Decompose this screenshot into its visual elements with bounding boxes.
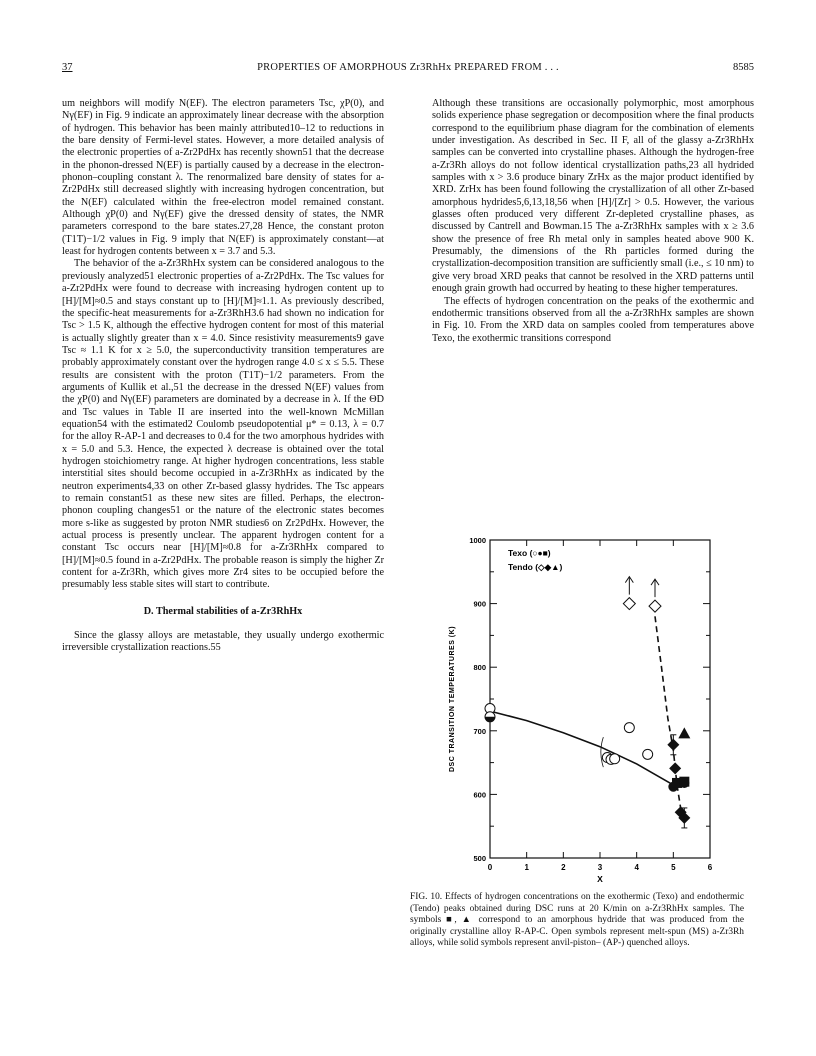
data-point-open-diamond <box>623 598 635 610</box>
x-tick-label: 0 <box>487 863 493 872</box>
y-tick-label: 1000 <box>469 536 486 545</box>
y-tick-label: 500 <box>473 854 486 863</box>
paragraph: Although these transitions are occasionally polymorphic, most amorphous solids experience phase segregation or decomposition where the final products correspond to the equilibrium phase diagram for the combination of elements under investigation. As described in Sec. II F, all of the glassy a-Zr3RhHx samples can be converted into crystalline phases. Although the hydrogen-free a-Zr3Rh alloys do not follow identical crystallization paths,23 all hydrided samples with x > 3.6 produce binary ZrHx as the major product identified by XRD. ZrHx has been found following the crystallization of all other Zr-based amorphous hydrides5,6,13,18,56 when [H]/[Zr] > 0.5. However, the various glasses often produced very different Zr-depleted crystalline phases, as discussed by Cantrell and Bowman.15 The a-Zr3RhHx samples with x ≥ 3.6 show the presence of free Rh metal only in samples heated above 900 K. Presumably, the dimensions of the Rh particles formed during the crystallization-decomposition transition are sufficiently small (i.e., ≤ 10 nm) to give very broad XRD peaks that cannot be resolved in the XRD patterns until enough grain growth had occurred by heating to these higher temperatures. <box>432 98 754 295</box>
volume-number: 37 <box>62 62 73 73</box>
y-tick-label: 600 <box>473 790 486 800</box>
data-point-open-diamond <box>649 600 661 612</box>
figure-10 <box>440 528 740 888</box>
data-point-open-circle <box>610 754 620 764</box>
figure-caption: FIG. 10. Effects of hydrogen concentrations on the exothermic (Texo) and endothermic (Tendo) peaks obtained during DSC runs at 20 K/min on a-Zr3RhHx samples. The symbols ■, ▲ correspond to an amorphous hydride that was produced from the originally crystalline alloy R-AP-C. Open symbols represent melt-spun (MS) a-Zr3Rh alloys, while solid symbols represent anvil-piston– (AP-) quenched alloys. <box>410 892 744 949</box>
x-tick-label: 4 <box>634 863 639 872</box>
legend-entry: Tendo (◇◆▲) <box>508 562 563 572</box>
running-title: PROPERTIES OF AMORPHOUS Zr3RhHx PREPARED FROM . . . <box>257 62 559 73</box>
x-tick-label: 1 <box>524 863 529 872</box>
y-axis-label: DSC TRANSITION TEMPERATURES (K) <box>449 625 456 773</box>
y-tick-label: 800 <box>473 663 486 673</box>
y-tick-label: 900 <box>473 599 486 609</box>
x-axis-label: X <box>597 874 603 884</box>
data-point-filled-square <box>679 777 689 787</box>
paragraph: Since the glassy alloys are metastable, they usually undergo exothermic irreversible crystallization reactions.55 <box>62 630 384 654</box>
x-tick-label: 5 <box>671 863 676 872</box>
section-heading: D. Thermal stabilities of a-Zr3RhHx <box>143 605 303 617</box>
data-point-open-circle <box>643 749 653 759</box>
y-tick-label: 700 <box>473 726 486 736</box>
right-column <box>432 98 754 503</box>
paragraph: um neighbors will modify N(EF). The electron parameters Tsc, χP(0), and Nγ(EF) in Fig. 9 indicate an approximately linear decrease with the absorption of hydrogen. This behavior has been mainly attributed10–12 to reductions in the bare density of Fermi-level states. However, a more detailed analysis of the electronic properties of a-Zr2PdHx has recently shown51 that the decrease in the phonon-dressed N(EF) is partially caused by a decrease in the electron-phonon–coupling constant λ. The renormalized bare density of states for a-Zr2PdHx still decreased slightly with increasing hydrogen concentration, but the N(EF) calculated within the free-electron model remained constant. Although χP(0) and Nγ(EF) give the dressed density of states, the NMR parameters correspond to the bare states.27,28 Hence, the constant proton (T1T)−1/2 values in Fig. 9 imply that N(EF) is approximately constant—at least for hydrogen contents between x = 3.7 and 5.3. <box>62 98 384 258</box>
legend-entry: Texo (○●■) <box>508 548 551 558</box>
x-tick-label: 3 <box>597 863 603 872</box>
trend-curve <box>490 711 673 785</box>
data-point-half-fill <box>485 717 495 722</box>
dsc-chart <box>440 528 740 888</box>
data-point-filled-diamond <box>669 762 681 774</box>
paragraph: The effects of hydrogen concentration on the peaks of the exothermic and endothermic transitions observed from all the a-Zr3RhHx samples are shown in Fig. 10. From the XRD data on samples cooled from temperatures above Texo, the exothermic transitions correspond <box>432 295 754 344</box>
x-tick-label: 6 <box>707 863 713 872</box>
page-header <box>62 62 754 78</box>
page-number: 8585 <box>733 62 754 73</box>
x-tick-label: 2 <box>561 863 566 872</box>
data-point-filled-triangle <box>678 727 690 738</box>
bracket <box>601 737 604 767</box>
left-column <box>62 98 384 655</box>
paragraph: The behavior of the a-Zr3RhHx system can be considered analogous to the previously analyzed51 electronic properties of a-Zr2PdHx. The Tsc values for a-Zr2PdHx were found to decrease with increasing hydrogen content up to [H]/[M]≈0.5 and stays constant up to [H]/[M]≈1.1. As previously described, the specific-heat measurements for a-Zr3RhH3.6 had shown no indication for Tsc > 1.5 K, although the effective hydrogen content for most of this material is actually slightly greater than x = 4.0. Since resistivity measurements9 gave Tsc ≈ 1.1 K for x ≥ 5.0, the superconductivity transition temperatures are probably approximately constant over the hydrogen range 4.0 ≤ x ≤ 5.5. These results are consistent with the proton (T1T)−1/2 parameters. From the arguments of Kullik et al.,51 the decrease in the dressed N(EF) values from the χP(0) and Nγ(EF) parameters are dominated by a decrease in λ. If the ΘD and Tsc values in Table II are inserted into the well-known McMillan equation54 with the estimated2 Coulomb pseudopotential μ* = 0.13, λ = 0.7 for the alloy R-AP-1 and decreases to 0.4 for the two amorphous hydrides with x = 5.0 and 5.3. Hence, the expected λ decrease is obtained over the total hydrogen stoichiometry range. At higher hydrogen concentrations, less stable interstitial sites should become occupied in a-Zr3RhHx as indicated by the neutron experiments4,33 on other Zr-based glassy hydrides. The Tsc appears to remain constant51 as these new sites are filled. Perhaps, the electron-phonon coupling changes51 or the nature of the electronic states becomes more s-like as suggested by proton NMR studies6 on Zr2PdHx. However, the actual process is presently unclear. The apparent hydrogen content for a constant Tsc occurs near [H]/[M]≈0.8 for a-Zr3RhHx compared to [H]/[M]≈0.5 found in a-Zr2PdHx. The probable reason is simply the higher Zr content for a-Zr3Rh, which gives more Zr4 sites to be occupied before the presumably less stable sites will start to contribute. <box>62 258 384 591</box>
data-point-open-circle <box>624 723 634 733</box>
